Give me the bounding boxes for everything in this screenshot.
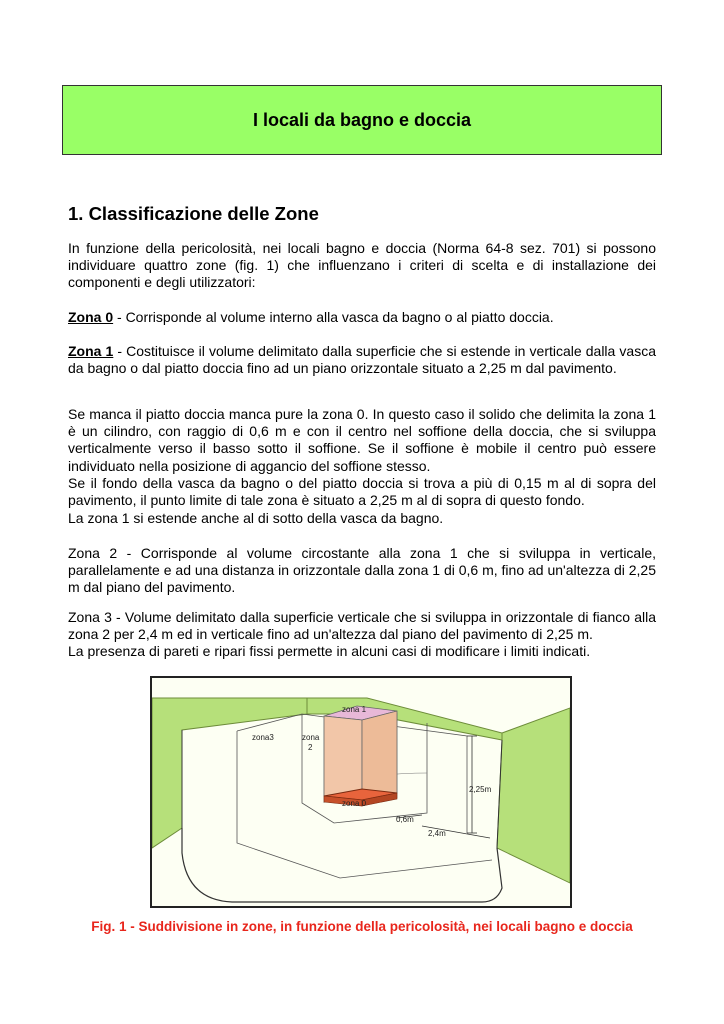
zona1-label: Zona 1: [68, 343, 114, 359]
label-zona2-b: 2: [308, 743, 313, 752]
label-zona1: zona 1: [342, 705, 367, 714]
zona0-text: - Corrisponde al volume interno alla vasca da bagno o al piatto doccia.: [113, 309, 554, 325]
label-height: 2,25m: [469, 785, 492, 794]
zona2-paragraph: Zona 2 - Corrisponde al volume circostante alla zona 1 che si sviluppa in verticale, parallelamente e ad una distanza in orizzontale dalla zona 1 di 0,6 m, fino ad un'altezza di 2,25 m dal piano del pavimento.: [68, 545, 656, 596]
intro-paragraph: In funzione della pericolosità, nei locali bagno e doccia (Norma 64-8 sez. 701) si possono individuare quattro zone (fig. 1) che influenzano i criteri di scelta e di installazione dei componenti e degli utilizzatori:: [68, 240, 656, 291]
right-wall: [497, 708, 570, 883]
bathroom-zones-diagram: [152, 678, 570, 906]
zona1-text: - Costituisce il volume delimitato dalla superficie che si estende in verticale dalla vasca da bagno o dal piatto doccia fino ad un piano orizzontale situato a 2,25 m dal pavimento.: [68, 343, 656, 377]
title-box: [62, 85, 662, 155]
left-wall: [152, 698, 307, 848]
zona0-paragraph: [68, 309, 656, 326]
zone1-column: [324, 716, 362, 800]
walls-paragraph: La presenza di pareti e ripari fissi permette in alcuni casi di modificare i limiti indicati.: [68, 643, 591, 659]
shower-paragraph-2: Se il fondo della vasca da bagno o del piatto doccia si trova a più di 0,15 m al di sopra del pavimento, il punto limite di tale zona è situato a 2,25 m al di sopra di questo fondo.: [68, 475, 656, 509]
figure-caption: Fig. 1 - Suddivisione in zone, in funzione della pericolosità, nei locali bagno e doccia: [91, 919, 633, 934]
page-title: I locali da bagno e doccia: [252, 109, 472, 130]
label-zona0: zona 0: [342, 799, 367, 808]
label-24: 2,4m: [428, 829, 446, 838]
label-zona2-a: zona: [302, 733, 320, 742]
floor-outline: [182, 828, 502, 902]
shower-paragraph-3: La zona 1 si estende anche al di sotto della vasca da bagno.: [68, 510, 444, 526]
label-06: 0,6m: [396, 815, 414, 824]
zona3-paragraph: Zona 3 - Volume delimitato dalla superficie verticale che si sviluppa in orizzontale di fianco alla zona 2 per 2,4 m ed in verticale fino ad un'altezza dal piano del pavimento di 2,25 m.: [68, 609, 656, 643]
section-heading: 1. Classificazione delle Zone: [68, 203, 319, 224]
zones-figure: [150, 676, 572, 908]
zona1-paragraph: [68, 343, 656, 377]
zona0-label: Zona 0: [68, 309, 114, 325]
shower-paragraph-1: Se manca il piatto doccia manca pure la zona 0. In questo caso il solido che delimita la zona 1 è un cilindro, con raggio di 0,6 m e con il centro nel soffione della doccia, che si sviluppa verticalmente verso il basso sotto il soffione. Se il soffione è mobile il centro può essere individuato nella posizione di aggancio del soffione stesso.: [68, 406, 656, 474]
label-zona3: zona3: [252, 733, 274, 742]
